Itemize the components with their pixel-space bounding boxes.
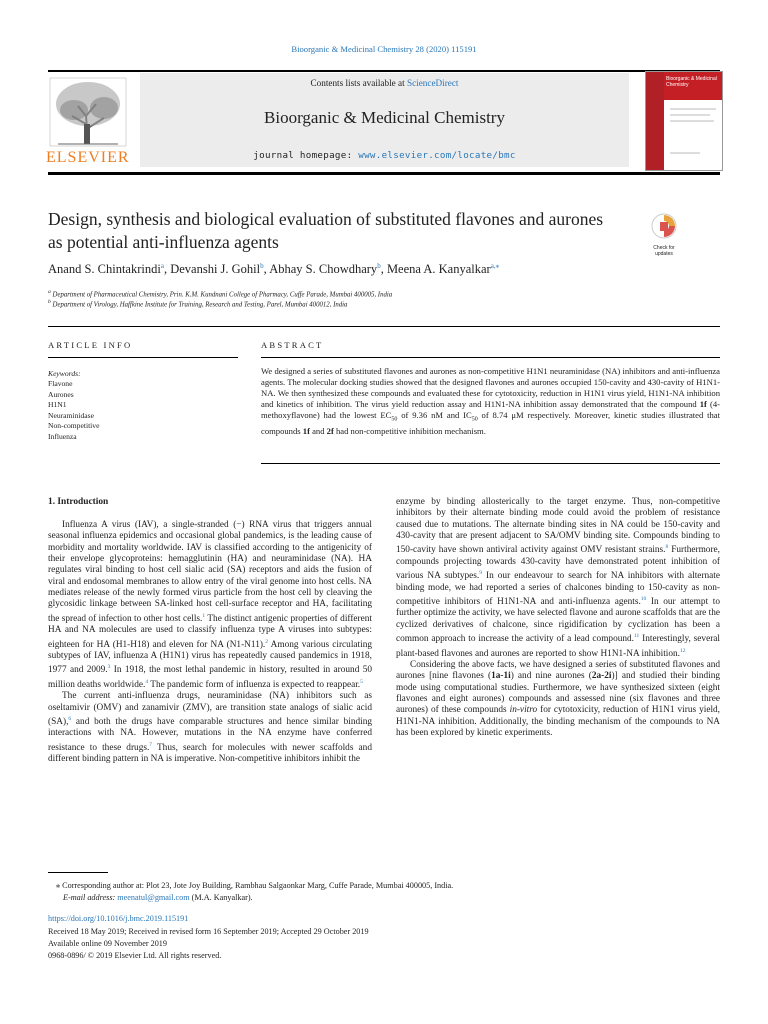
article-info-rule [48, 357, 238, 358]
journal-homepage [140, 150, 629, 161]
compound-label: 1f [302, 425, 310, 436]
article-title: Design, synthesis and biological evaluation of substituted flavones and aurones as potential anti-influenza agents [48, 209, 604, 252]
keyword-list [48, 379, 99, 443]
paragraph: The current anti-influenza drugs, neuraminidase (NA) inhibitors such as oseltamivir (OMV) and zanamivir (ZMV), are transition state analogs of sialic acid (SA),$^6$ and both the drugs have comparable structures and hence similar binding interactions with NA. However, mutations in the NA enzyme have conferred resistance to these drugs.$^7$ Thus, search for molecules with newer scaffolds and different binding pattern in NA is imperative. Non-competitive inhibitors inhibit the [48, 691, 372, 765]
journal-citation[interactable]: Bioorganic & Medicinal Chemistry 28 (2020) 115191 [291, 44, 477, 54]
affiliation-a: $^a$ Department of Pharmaceutical Chemistry, Prin. K.M. Kundnani College of Pharmacy, Cuffe Parade, Mumbai 400005, India [48, 289, 393, 299]
author-name: Meena A. Kanyalkar [386, 262, 491, 277]
keyword: Influenza [48, 431, 77, 441]
contents-prefix: Contents lists available at [310, 78, 407, 88]
reference-link[interactable]: 2 [265, 638, 269, 645]
reference-link[interactable]: 6 [68, 715, 72, 722]
header-top-rule [48, 70, 720, 72]
reference-link[interactable]: 4 [145, 678, 149, 685]
doi-link[interactable]: https://doi.org/10.1016/j.bmc.2019.115191 [48, 914, 189, 923]
introduction-heading: 1. Introduction [48, 497, 109, 507]
article-info-heading: ARTICLE INFO [48, 340, 133, 350]
email-line: E-mail address: meenatul@gmail.com (M.A. Kanyalkar). [63, 893, 253, 902]
author-affiliation-mark[interactable]: b [260, 262, 264, 270]
compound-label: 2f [326, 425, 334, 436]
keywords-label: Keywords: [48, 369, 81, 378]
reference-link[interactable]: 10 [640, 595, 647, 602]
reference-link[interactable]: 7 [149, 741, 153, 748]
reference-link[interactable]: 3 [107, 664, 111, 671]
contents-line [140, 78, 629, 88]
keyword: Non-competitive [48, 421, 100, 431]
reference-link[interactable]: 9 [479, 570, 482, 577]
keyword: Neuraminidase [48, 410, 94, 420]
keyword: Flavone [48, 379, 73, 388]
author-affiliation-mark[interactable]: a,⁎ [490, 262, 500, 270]
available-online: Available online 09 November 2019 [48, 939, 167, 948]
author-affiliation-mark[interactable]: b [377, 262, 381, 270]
paragraph: enzyme by binding allosterically to the target enzyme. Thus, non-competitive inhibitors by their alternate binding mode could avoid the problem of resistance caused due to mutations. The alternate binding sites in NA could be 150-cavity and 430-cavity that are present adjacent to SA/OMV binding site. Compounds binding to 150-cavity have shown antiviral activity against OMV resistant strains.$^8$ Furthermore, compounds projecting towards 430-cavity have demonstrated potent inhibition of various NA subtypes.$^9$ In our endeavour to search for NA inhibitors with alternate binding mode, we had reported a series of chalcones binding to 150-cavity as non-competitive inhibitors of H1N1-NA and anti-influenza agents.$^{10}$ In our attempt to further optimize the activity, we have selected flavone and aurone scaffolds that are the cyclized derivatives of chalcone, since rigidification by cyclization has been a common approach to increase the activity of a lead compound.$^{11}$ Interestingly, several plant-based flavones and aurones are reported to show H1N1-NA inhibition.$^{12}$ [396, 497, 721, 659]
reference-link[interactable]: 1 [202, 612, 206, 619]
paragraph: Considering the above facts, we have designed a series of substituted flavones and aurones [nine flavones (1a-1i) and nine aurones (2a-2i)] and studied their binding mode using computational studies. Furthermore, we have synthesized sixteen (eight flavones and eight aurones) compounds and assessed nine (six flavones and three aurones) of these compounds in-vitro for cytotoxicity, reduction of H1N1 virus yield, H1N1-NA inhibition. Additionally, the binding mechanism of the compounds to NA has been explored by kinetic experiments. [396, 659, 720, 738]
received-dates: Received 18 May 2019; Received in revised form 16 September 2019; Accepted 29 October 2019 [48, 927, 369, 936]
homepage-prefix: journal homepage: [253, 150, 359, 161]
header-bottom-rule [48, 172, 720, 175]
author-affiliation-mark[interactable]: a [160, 262, 164, 270]
info-top-rule [48, 326, 720, 327]
footnote-rule [48, 872, 108, 873]
cover-title: Bioorganic & Medicinal Chemistry [666, 76, 717, 88]
elsevier-wordmark: ELSEVIER [46, 149, 130, 166]
reference-link[interactable]: 12 [680, 647, 686, 654]
author-name: Abhay S. Chowdhary [269, 262, 378, 277]
author-name: Devanshi J. Gohil [170, 262, 261, 277]
reference-link[interactable]: 5 [360, 678, 363, 685]
compound-label: 1f [699, 399, 707, 409]
sciencedirect-link[interactable]: ScienceDirect [406, 78, 459, 88]
abstract-bottom-rule [261, 463, 720, 464]
keyword: Aurones [48, 389, 74, 399]
author-list: Anand S. Chintakrindi$^a$, Devanshi J. Gohil$^b$, Abhay S. Chowdhary$^b$, Meena A. Kanyalkar$^{a,⁎}$ [48, 262, 500, 277]
intro-right-column [396, 497, 720, 739]
abstract-text: We designed a series of substituted flavones and aurones as non-competitive H1N1 neuraminidase (NA) inhibitors and anti-influenza agents. The molecular docking studies showed that the designed flavones and aurones occupied 150-cavity and 430-cavity of H1N1-NA. We then synthesized these compounds and evaluated these for cytotoxicity, reduction in H1N1 virus yield, H1N1-NA inhibition and kinetics of inhibition. The virus yield reduction assay and H1N1-NA inhibition assay demonstrated that the compound 1f (4-methoxyflavone) had the lowest $EC_{50}$ of 9.36 nM and $IC_{50}$ of 8.74 μM respectively. Moreover, kinetic studies illustrated that compounds 1f and 2f had non-competitive inhibition mechanism. [261, 366, 721, 436]
paragraph: Influenza A virus (IAV), a single-stranded (−) RNA virus that triggers annual seasonal influenza epidemics and occasional global pandemics, is the leading cause of morbidity and mortality worldwide. IAV is classified according to the antigenicity of their envelope glycoproteins: hemagglutinin (HA) and neuraminidase (NA). HA regulates viral binding to host cell sialic acid (SA) receptors and aids the fusion of viral and endosomal membranes to allow entry of the viral genome into host cells. NA mediates release of the newly formed virus particle from the host cell by cleaving the glycosidic linkage between SA-linked host cell-surface receptor and HA, facilitating the spread of infection to other host cells.$^1$ The distinct antigenic properties of different HA and NA molecules are used to classify influenza type A viruses into subtypes: eighteen for HA (H1-H18) and eleven for NA (N1-N11).$^2$ Among various circulating subtypes of IAV, influenza A (H1N1) virus has repeatedly caused pandemics in 1918, 1977 and 2009.$^3$ In 1918, the most lethal pandemic in history, resulted in around 50 million deaths worldwide.$^4$ The pandemic form of influenza is expected to reappear.$^5$ [48, 520, 373, 690]
email-link[interactable]: meenatul@gmail.com [117, 893, 190, 902]
copyright: 0968-0896/ © 2019 Elsevier Ltd. All rights reserved. [48, 951, 222, 960]
affiliation-b: $^b$ Department of Virology, Haffkine Institute for Training, Research and Testing, Parel, Mumbai 400012, India [48, 299, 348, 309]
check-for-updates-badge[interactable] [646, 212, 682, 257]
journal-name: Bioorganic & Medicinal Chemistry [264, 108, 505, 127]
journal-cover-thumbnail [645, 71, 723, 171]
abstract-heading: ABSTRACT [261, 340, 324, 350]
corresponding-author-note: ⁎ Corresponding author at: Plot 23, Jote Joy Building, Rambhau Salgaonkar Marg, Cuffe Parade, Mumbai 400005, India. [56, 881, 454, 890]
author-name: Anand S. Chintakrindi [48, 262, 161, 277]
reference-link[interactable]: 8 [665, 544, 669, 551]
keyword: H1N1 [48, 400, 67, 410]
intro-left-column [48, 520, 372, 765]
check-updates-label: Check for updates [653, 245, 675, 257]
abstract-rule [261, 357, 720, 358]
check-updates-icon [646, 212, 682, 240]
homepage-link[interactable]: www.elsevier.com/locate/bmc [358, 150, 516, 161]
reference-link[interactable]: 11 [634, 633, 640, 640]
